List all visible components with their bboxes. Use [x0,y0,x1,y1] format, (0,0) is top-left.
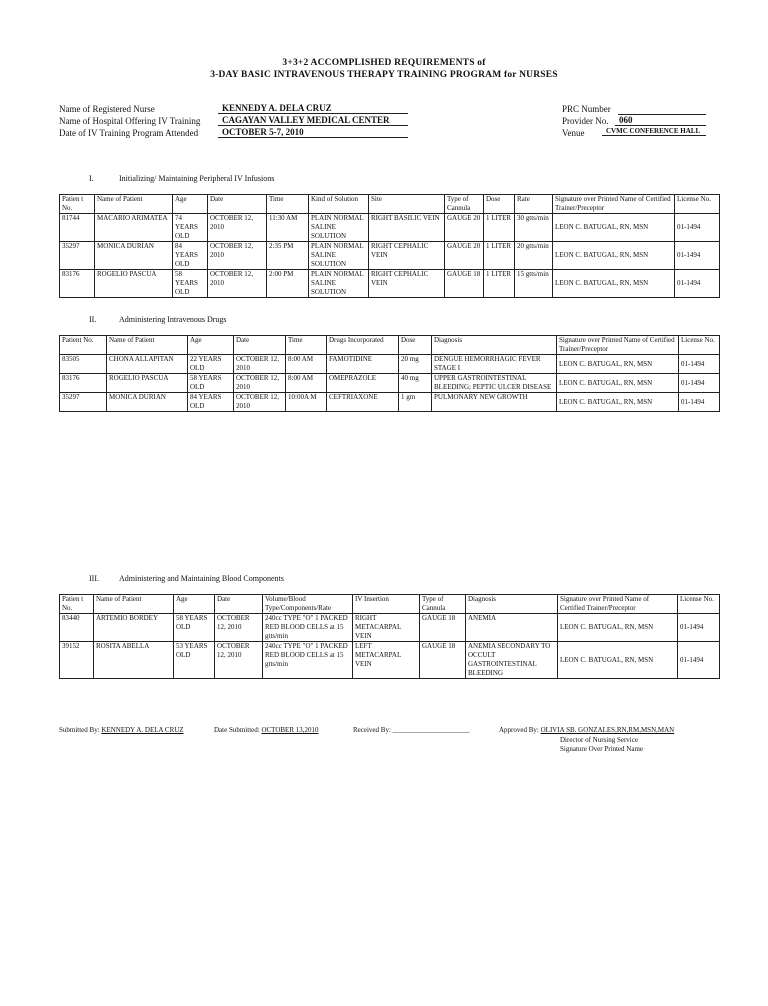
table-row [60,393,720,412]
table-header-row [60,595,720,614]
table-header-row [60,195,720,214]
table-cell: 39152 [60,642,94,679]
section-2-title: Administering Intravenous Drugs [119,315,227,324]
table-row [60,374,720,393]
table-cell: GAUGE 20 [445,214,484,242]
table-cell: 01-1494 [675,214,720,242]
table-cell: LEFT METACARPAL VEIN [353,642,420,679]
column-header: Patien t No. [60,195,95,214]
table-cell: ANEMIA SECONDARY TO OCCULT GASTROINTESTINAL BLEEDING [466,642,558,679]
submitted-by [59,726,184,734]
hospital-value: CAGAYAN VALLEY MEDICAL CENTER [218,115,408,126]
column-header: Drugs Incorporated [327,336,399,355]
table-cell: ROGELIO PASCUA [95,270,173,298]
column-header: Diagnosis [432,336,557,355]
column-header: Time [267,195,309,214]
approved-by [499,726,674,734]
submitted-by-label: Submitted By: [59,726,100,734]
column-header: Signature over Printed Name of Certified Trainer/Preceptor [557,336,679,355]
column-header: Signature over Printed Name of Certified Trainer/Preceptor [553,195,675,214]
document-title-line1: 3+3+2 ACCOMPLISHED REQUIREMENTS of [282,58,486,68]
training-date-value: OCTOBER 5-7, 2010 [218,127,408,138]
table-cell: ROGELIO PASCUA [107,374,188,393]
table-cell: 53 YEARS OLD [174,642,215,679]
table-cell: 83176 [60,270,95,298]
column-header: Type of Cannula [420,595,466,614]
table-cell: 20 mg [399,355,432,374]
section-1-number: I. [89,174,94,183]
prc-number-value [618,103,706,115]
table-cell: 2:00 PM [267,270,309,298]
column-header: Date [208,195,267,214]
table-cell: LEON C. BATUGAL, RN, MSN [557,393,679,412]
table-row [60,214,720,242]
table-cell: ANEMIA [466,614,558,642]
column-header: Volume/Blood Type/Components/Rate [263,595,353,614]
venue-value: CVMC CONFERENCE HALL [602,127,706,136]
column-header: Time [286,336,327,355]
table-cell: 84 YEARS OLD [188,393,234,412]
table-cell: OMEPRAZOLE [327,374,399,393]
column-header: Patient No. [60,336,107,355]
table-cell: 74 YEARS OLD [173,214,208,242]
table-cell: LEON C. BATUGAL, RN, MSN [557,374,679,393]
table-cell: 58 YEARS OLD [174,614,215,642]
table-cell: LEON C. BATUGAL, RN, MSN [558,642,678,679]
table-cell: CHONA ALLAPITAN [107,355,188,374]
table-row [60,355,720,374]
table-row [60,642,720,679]
received-by [353,726,470,734]
training-date-label: Date of IV Training Program Attended [59,128,199,138]
table-cell: GAUGE 18 [420,614,466,642]
table-cell: 1 LITER [484,270,515,298]
table-cell: 1 LITER [484,214,515,242]
table-cell: 01-1494 [678,614,720,642]
table-cell: OCTOBER 12, 2010 [234,393,286,412]
table-cell: 81744 [60,214,95,242]
table-cell: LEON C. BATUGAL, RN, MSN [553,242,675,270]
table-cell: RIGHT CEPHALIC VEIN [369,270,445,298]
column-header: License No. [678,595,720,614]
section-3-title: Administering and Maintaining Blood Components [119,574,284,583]
table-cell: ARTEMIO BORDEY [94,614,174,642]
table-cell: 84 YEARS OLD [173,242,208,270]
column-header: Name of Patient [94,595,174,614]
prc-number-label: PRC Number [562,104,611,114]
table-cell: 01-1494 [679,393,720,412]
table-cell: PLAIN NORMAL SALINE SOLUTION [309,242,369,270]
column-header: License No. [679,336,720,355]
table-cell: OCTOBER 12, 2010 [215,614,263,642]
blood-components-table [59,594,720,679]
table-cell: 240cc TYPE "O" 1 PACKED RED BLOOD CELLS at 15 gtts/min [263,614,353,642]
table-cell: ROSITA ABELLA [94,642,174,679]
table-cell: RIGHT METACARPAL VEIN [353,614,420,642]
column-header: IV Insertion [353,595,420,614]
table-cell: OCTOBER 12, 2010 [208,214,267,242]
column-header: Date [234,336,286,355]
table-cell: RIGHT CEPHALIC VEIN [369,242,445,270]
table-cell: UPPER GASTROINTESTINAL BLEEDING; PEPTIC ULCER DISEASE [432,374,557,393]
table-cell: OCTOBER 12, 2010 [234,374,286,393]
table-cell: 8:00 AM [286,355,327,374]
table-cell: 15 gtts/min [515,270,553,298]
table-cell: 20 gtts/min [515,242,553,270]
column-header: Date [215,595,263,614]
table-cell: MACARIO ARIMATEA [95,214,173,242]
column-header: Rate [515,195,553,214]
table-cell: LEON C. BATUGAL, RN, MSN [553,214,675,242]
table-cell: 01-1494 [675,242,720,270]
column-header: Dose [484,195,515,214]
table-row [60,270,720,298]
date-submitted [214,726,319,734]
table-cell: 1 gm [399,393,432,412]
table-cell: OCTOBER 12, 2010 [208,270,267,298]
section-2-number: II. [89,315,97,324]
column-header: Age [173,195,208,214]
date-submitted-label: Date Submitted: [214,726,260,734]
table-cell: 35297 [60,242,95,270]
table-cell: MONICA DURIAN [95,242,173,270]
table-cell: LEON C. BATUGAL, RN, MSN [553,270,675,298]
table-cell: MONICA DURIAN [107,393,188,412]
section-1-title: Initializing/ Maintaining Peripheral IV Infusions [119,174,275,183]
table-cell: 10:00A M [286,393,327,412]
column-header: Type of Cannula [445,195,484,214]
received-by-value: ______________________ [392,726,470,734]
approved-by-value: OLIVIA SB. GONZALES,RN,RM,MSN,MAN [540,726,675,734]
table-cell: 58 YEARS OLD [188,374,234,393]
table-cell: 2:35 PM [267,242,309,270]
submitted-by-value: KENNEDY A. DELA CRUZ [101,726,184,734]
table-cell: FAMOTIDINE [327,355,399,374]
table-cell: 11:30 AM [267,214,309,242]
table-row [60,242,720,270]
table-cell: 22 YEARS OLD [188,355,234,374]
provider-number-label: Provider No. [562,116,609,126]
column-header: Diagnosis [466,595,558,614]
table-header-row [60,336,720,355]
approved-by-label: Approved By: [499,726,539,734]
table-cell: DENGUE HEMORRHAGIC FEVER STAGE I [432,355,557,374]
section-2-heading [89,315,227,324]
iv-drugs-table [59,335,720,412]
table-cell: 58 YEARS OLD [173,270,208,298]
hospital-label: Name of Hospital Offering IV Training [59,116,201,126]
table-cell: 40 mg [399,374,432,393]
nurse-name-value: KENNEDY A. DELA CRUZ [218,103,408,114]
table-cell: OCTOBER 12, 2010 [215,642,263,679]
table-cell: OCTOBER 12, 2010 [234,355,286,374]
table-cell: 8:00 AM [286,374,327,393]
table-cell: PLAIN NORMAL SALINE SOLUTION [309,214,369,242]
section-3-heading [89,574,284,583]
table-cell: 30 gtts/min [515,214,553,242]
column-header: Kind of Solution [309,195,369,214]
column-header: Age [188,336,234,355]
table-cell: 240cc TYPE "O" 1 PACKED RED BLOOD CELLS at 15 gtts/min [263,642,353,679]
approver-title: Director of Nursing Service [560,736,638,744]
received-by-label: Received By: [353,726,391,734]
table-cell: PLAIN NORMAL SALINE SOLUTION [309,270,369,298]
document-title-line2: 3-DAY BASIC INTRAVENOUS THERAPY TRAINING PROGRAM for NURSES [210,70,558,80]
nurse-name-label: Name of Registered Nurse [59,104,155,114]
table-cell: 83176 [60,374,107,393]
signature-caption: Signature Over Printed Name [560,745,644,753]
column-header: Signature over Printed Name of Certified Trainer/Preceptor [558,595,678,614]
column-header: Age [174,595,215,614]
table-cell: LEON C. BATUGAL, RN, MSN [558,614,678,642]
column-header: Name of Patient [95,195,173,214]
table-cell: 01-1494 [675,270,720,298]
table-cell: 83440 [60,614,94,642]
provider-number-value: 060 [615,115,706,126]
table-cell: 01-1494 [679,374,720,393]
venue-label: Venue [562,128,585,138]
column-header: Site [369,195,445,214]
column-header: License No. [675,195,720,214]
date-submitted-value: OCTOBER 13,2010 [261,726,319,734]
table-cell: GAUGE 20 [445,242,484,270]
column-header: Name of Patient [107,336,188,355]
table-cell: 35297 [60,393,107,412]
table-cell: 01-1494 [678,642,720,679]
table-cell: RIGHT BASILIC VEIN [369,214,445,242]
table-cell: 1 LITER [484,242,515,270]
table-cell: PULMONARY NEW GROWTH [432,393,557,412]
table-cell: GAUGE 18 [445,270,484,298]
table-cell: 83505 [60,355,107,374]
table-row [60,614,720,642]
column-header: Patien t No. [60,595,94,614]
table-cell: CEFTRIAXONE [327,393,399,412]
table-cell: OCTOBER 12, 2010 [208,242,267,270]
table-cell: GAUGE 18 [420,642,466,679]
table-cell: LEON C. BATUGAL, RN, MSN [557,355,679,374]
column-header: Dose [399,336,432,355]
section-3-number: III. [89,574,99,583]
peripheral-iv-table [59,194,720,298]
section-1-heading [89,174,274,183]
table-cell: 01-1494 [679,355,720,374]
